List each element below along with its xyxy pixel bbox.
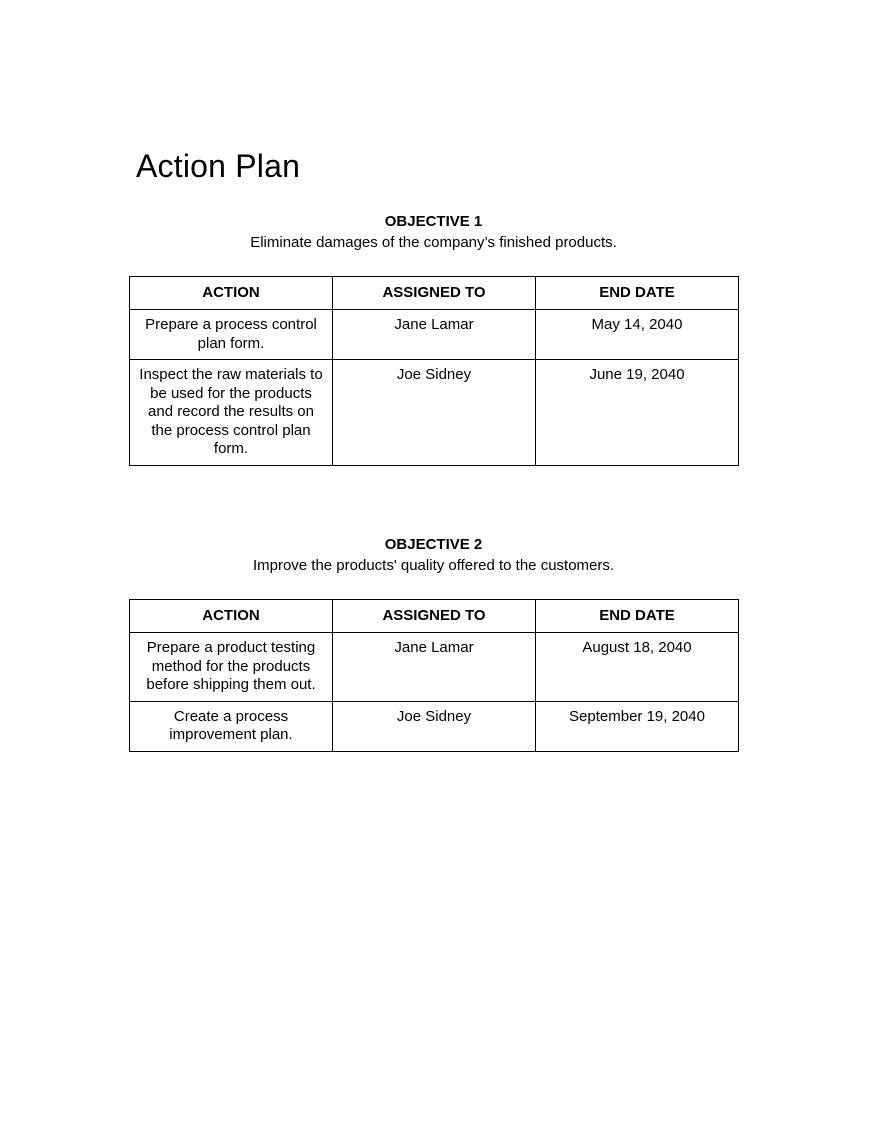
column-header-action: ACTION [130,600,333,633]
objective-1-section [129,212,738,466]
assigned-to-cell: Jane Lamar [333,633,536,702]
action-cell: Create a process improvement plan. [130,701,333,751]
table-row [130,701,739,751]
table-row [130,633,739,702]
table-row [130,310,739,360]
objective-2-section [129,535,738,752]
column-header-end-date: END DATE [536,277,739,310]
assigned-to-cell: Joe Sidney [333,360,536,466]
column-header-assigned-to: ASSIGNED TO [333,277,536,310]
end-date-cell: September 19, 2040 [536,701,739,751]
action-cell: Prepare a process control plan form. [130,310,333,360]
action-table [129,599,739,752]
action-cell: Inspect the raw materials to be used for the products and record the results on the process control plan form. [130,360,333,466]
end-date-cell: June 19, 2040 [536,360,739,466]
end-date-cell: August 18, 2040 [536,633,739,702]
table-header-row [130,600,739,633]
action-cell: Prepare a product testing method for the products before shipping them out. [130,633,333,702]
table-header-row [130,277,739,310]
objective-heading: OBJECTIVE 2 [384,536,483,553]
objective-description: Eliminate damages of the company’s finished products. [250,234,617,251]
column-header-assigned-to: ASSIGNED TO [333,600,536,633]
end-date-cell: May 14, 2040 [536,310,739,360]
action-table [129,276,739,466]
table-row [130,360,739,466]
column-header-action: ACTION [130,277,333,310]
objective-heading: OBJECTIVE 1 [384,213,483,230]
column-header-end-date: END DATE [536,600,739,633]
page-title: Action Plan [136,148,301,184]
assigned-to-cell: Joe Sidney [333,701,536,751]
objective-description: Improve the products' quality offered to the customers. [252,557,615,574]
assigned-to-cell: Jane Lamar [333,310,536,360]
